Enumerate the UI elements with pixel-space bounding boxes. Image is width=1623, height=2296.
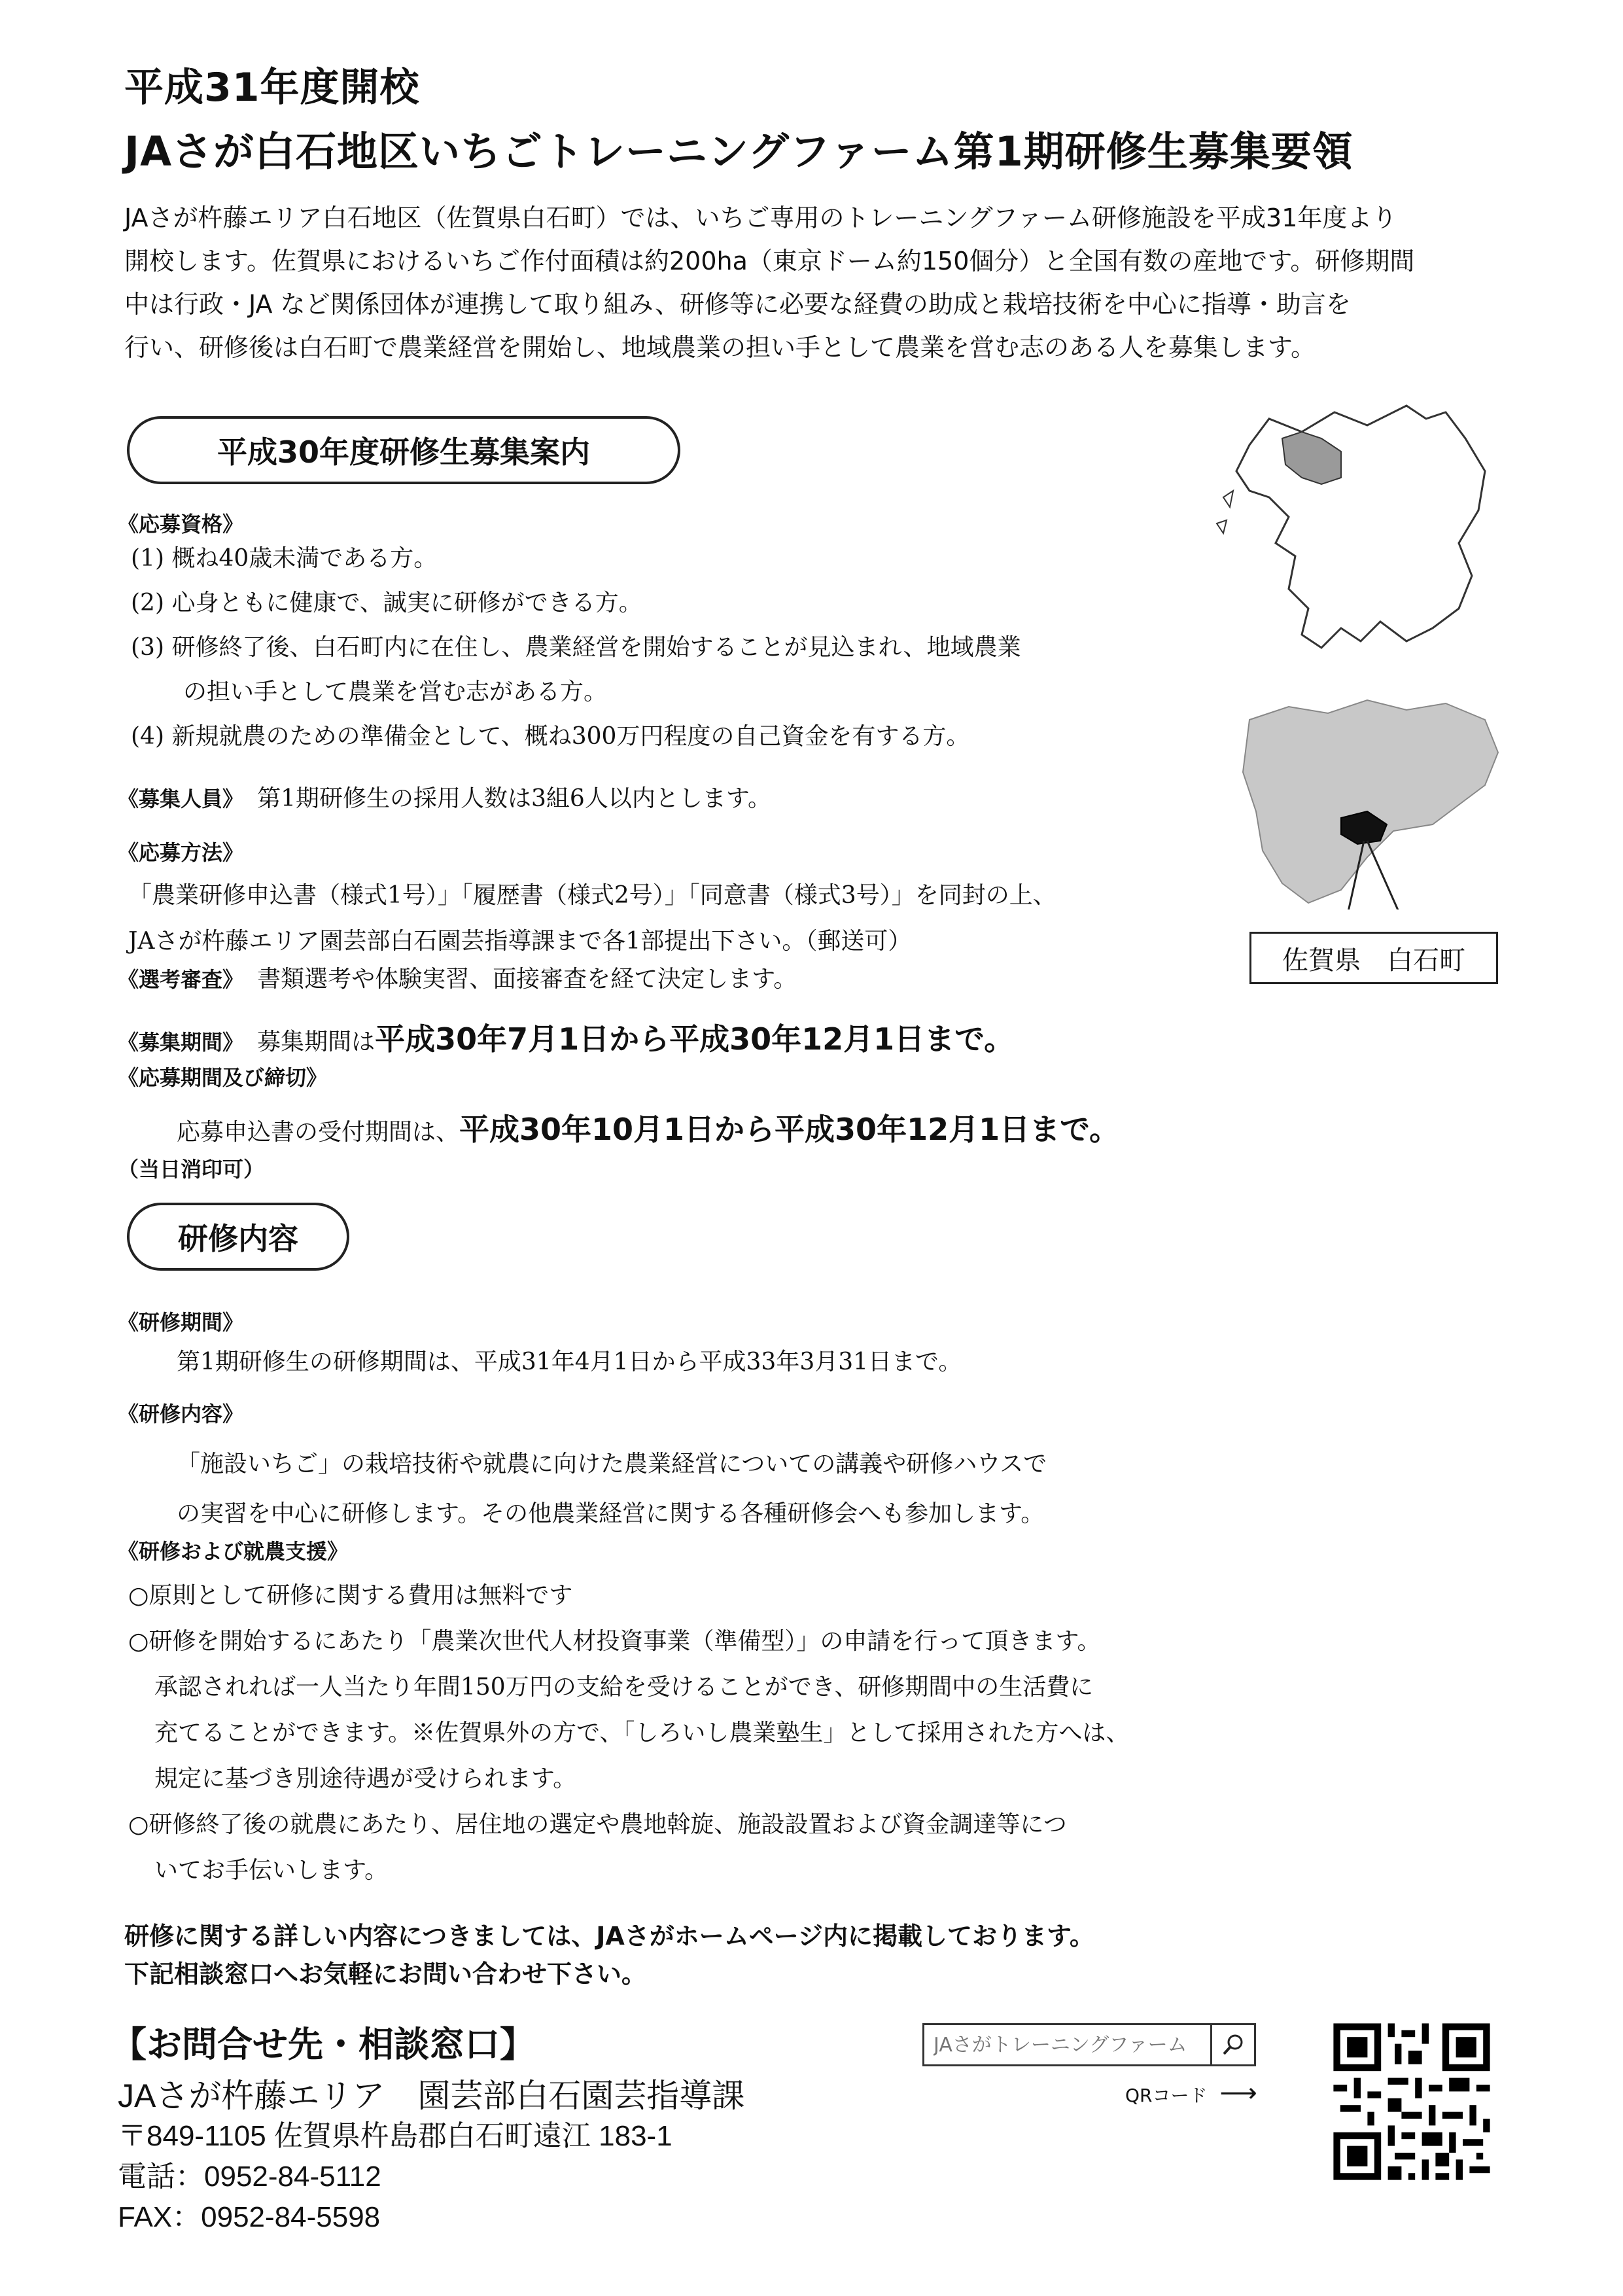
contact-fax: FAX：0952-84-5598 — [118, 2201, 381, 2233]
search-input[interactable] — [924, 2025, 1210, 2064]
list-item: (3) 研修終了後、白石町内に在住し、農業経営を開始することが見込まれ、地域農業 — [131, 634, 1021, 661]
content-heading: 《研修内容》 — [118, 1402, 244, 1426]
support-line: 承認されれば一人当たり年間150万円の支給を受けることができ、研修期間中の生活費に — [154, 1674, 1094, 1701]
search-icon — [1221, 2032, 1246, 2057]
recruit-text: 第1期研修生の採用人数は3組6人以内とします。 — [257, 785, 771, 812]
support-line: ○研修終了後の就農にあたり、居住地の選定や農地斡旋、施設設置および資金調達等につ — [128, 1811, 1067, 1838]
support-line: ○研修を開始するにあたり「農業次世代人材投資事業（準備型）」の申請を行って頂きます。 — [128, 1628, 1101, 1655]
content-line: 「施設いちご」の栽培技術や就農に向けた農業経営についての講義や研修ハウスで — [177, 1451, 1047, 1477]
method-heading: 《応募方法》 — [118, 840, 244, 865]
support-line: 充てることができます。※佐賀県外の方で、「しろいし農業塾生」として採用された方へは、 — [154, 1720, 1130, 1746]
search-box[interactable] — [922, 2023, 1256, 2066]
section1-label: 平成30年度研修生募集案内 — [127, 416, 680, 484]
notice-line: 研修に関する詳しい内容につきましては、JAさがホームページ内に掲載しております。 — [124, 1922, 1094, 1951]
deadline-text: 応募申込書の受付期間は、 — [177, 1119, 460, 1146]
qualification-list — [131, 543, 1021, 766]
title-line1: 平成31年度開校 — [124, 65, 420, 111]
recruit-heading: 《募集人員》 — [118, 786, 244, 811]
method-text — [128, 873, 1056, 964]
support-line: ○原則として研修に関する費用は無料です — [128, 1582, 573, 1609]
qualification-heading: 《応募資格》 — [118, 512, 244, 537]
contact-org: JAさが杵藤エリア 園芸部白石園芸指導課 — [118, 2077, 745, 2114]
saga-outline — [1243, 700, 1498, 903]
saga-map — [1236, 694, 1511, 910]
intro-paragraph — [124, 196, 1524, 369]
intro-line: 中は行政・JA など関係団体が連携して取り組み、研修等に必要な経費の助成と栽培技術を中心に指導・助言を — [124, 290, 1351, 319]
support-heading: 《研修および就農支援》 — [118, 1539, 349, 1564]
method-line: 「農業研修申込書（様式1号）」「履歴書（様式2号）」「同意書（様式3号）」を同封の上、 — [128, 882, 1056, 909]
deadline-heading: 《応募期間及び締切》 — [118, 1065, 328, 1090]
contact-address: 〒849-1105 佐賀県杵島郡白石町遠江 183-1 — [118, 2120, 672, 2152]
list-item: (1) 概ね40歳未満である方。 — [131, 545, 438, 572]
title-line2: JAさが白石地区いちごトレーニングファーム第1期研修生募集要領 — [124, 128, 1353, 175]
contact-tel: 電話：0952-84-5112 — [118, 2161, 381, 2193]
term-heading: 《研修期間》 — [118, 1310, 244, 1335]
list-item: (4) 新規就農のための準備金として、概ね300万円程度の自己資金を有する方。 — [131, 723, 970, 750]
notice — [124, 1917, 1094, 1993]
term-text: 第1期研修生の研修期間は、平成31年4月1日から平成33年3月31日まで。 — [177, 1349, 962, 1375]
method-line: JAさが杵藤エリア園芸部白石園芸指導課まで各1部提出下さい。（郵送可） — [128, 928, 912, 955]
screening-text: 書類選考や体験実習、面接審査を経て決定します。 — [257, 966, 797, 993]
intro-line: 開校します。佐賀県におけるいちご作付面積は約200ha（東京ドーム約150個分）と全国有数の産地です。研修期間 — [124, 247, 1415, 275]
screening-row — [118, 963, 797, 995]
deadline-dates: 平成30年10月1日から平成30年12月1日まで。 — [459, 1112, 1120, 1147]
search-button[interactable] — [1210, 2025, 1254, 2064]
intro-line: 行い、研修後は白石町で農業経営を開始し、地域農業の担い手として農業を営む志のある人を募集します。 — [124, 333, 1316, 362]
kyushu-outline — [1236, 406, 1485, 648]
period-dates: 平成30年7月1日から平成30年12月1日まで。 — [375, 1021, 1015, 1057]
list-item: (2) 心身ともに健康で、誠実に研修ができる方。 — [131, 590, 642, 616]
notice-line: 下記相談窓口へお気軽にお問い合わせ下さい。 — [124, 1960, 647, 1988]
deadline-note: （当日消印可） — [118, 1157, 265, 1182]
period-row — [118, 1016, 1014, 1059]
qr-label: QRコード — [1125, 2085, 1208, 2106]
period-heading: 《募集期間》 — [118, 1030, 244, 1055]
islands — [1217, 491, 1233, 533]
arrow-right-icon: ⟶ — [1219, 2078, 1257, 2108]
recruit-row — [118, 783, 771, 815]
intro-line: JAさが杵藤エリア白石地区（佐賀県白石町）では、いちご専用のトレーニングファーム研修施設を平成31年度より — [124, 203, 1397, 232]
content-line: の実習を中心に研修します。その他農業経営に関する各種研修会へも参加します。 — [177, 1500, 1045, 1527]
deadline-row — [177, 1106, 1119, 1149]
period-text: 募集期間は — [257, 1029, 375, 1055]
support-line: いてお手伝いします。 — [154, 1857, 389, 1884]
section2-label: 研修内容 — [127, 1203, 349, 1271]
map-label: 佐賀県 白石町 — [1249, 932, 1498, 984]
screening-heading: 《選考審査》 — [118, 967, 244, 992]
kyushu-map — [1210, 393, 1498, 667]
support-line: 規定に基づき別途待遇が受けられます。 — [154, 1765, 577, 1792]
support-text — [128, 1573, 1129, 1894]
qr-caption — [1125, 2078, 1257, 2108]
contact-heading: 【お問合せ先・相談窓口】 — [111, 2024, 535, 2065]
contact-block — [118, 2075, 744, 2238]
content-text — [177, 1439, 1047, 1539]
qr-code[interactable] — [1327, 2017, 1497, 2187]
list-item: の担い手として農業を営む志がある方。 — [183, 679, 608, 705]
